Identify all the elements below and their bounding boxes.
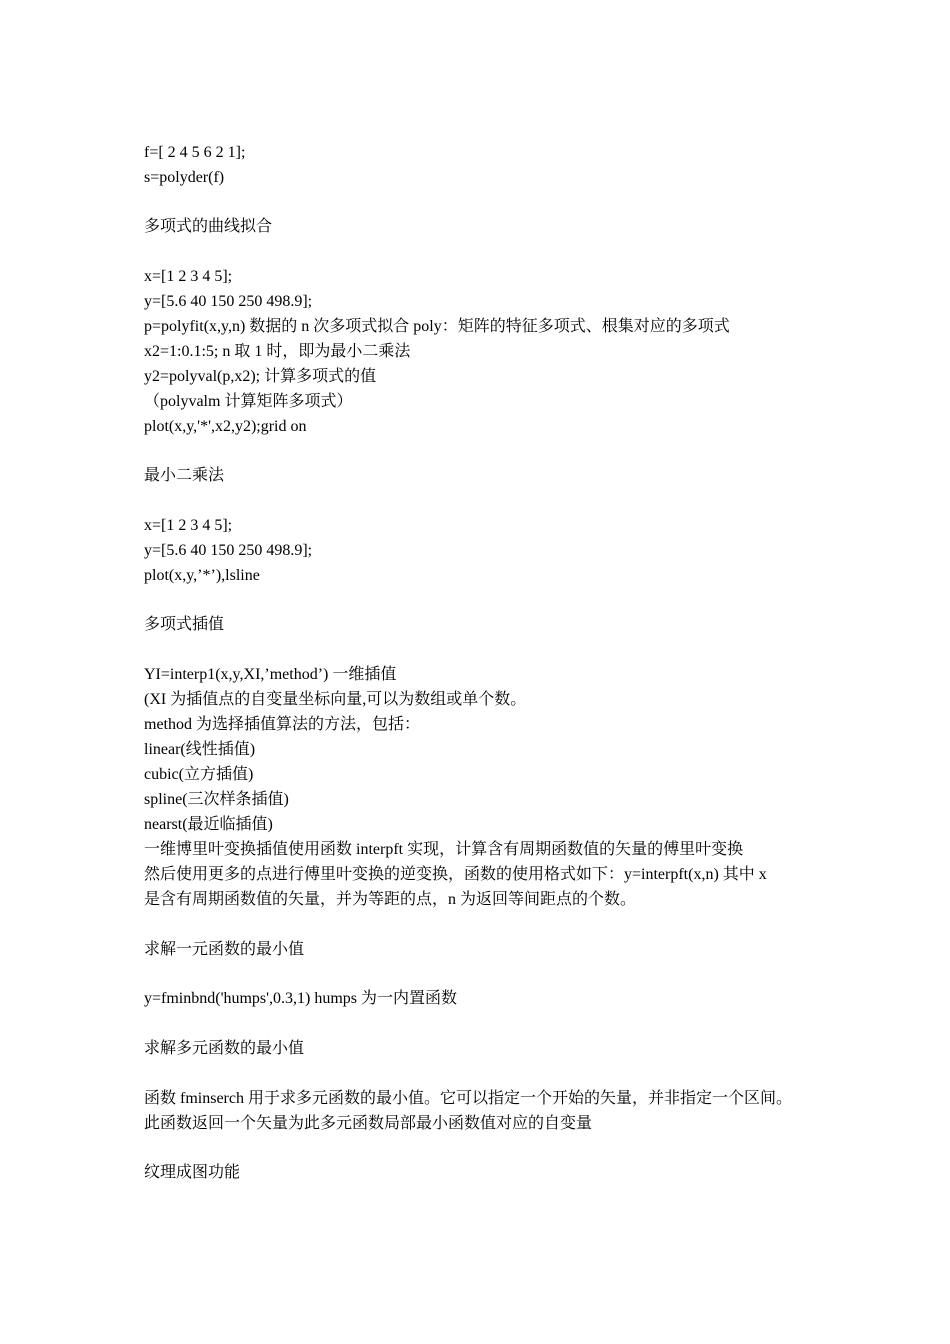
text-line: 函数 fminserch 用于求多元函数的最小值。它可以指定一个开始的矢量，并非指定一个区间。 bbox=[144, 1090, 792, 1107]
code-line: plot(x,y,’*’),lsline bbox=[144, 567, 260, 584]
section-heading: 多项式插值 bbox=[144, 616, 225, 633]
list-item: linear(线性插值) bbox=[144, 741, 256, 758]
list-item: nearst(最近临插值) bbox=[144, 816, 273, 833]
section-heading: 纹理成图功能 bbox=[144, 1164, 241, 1181]
code-line: YI=interp1(x,y,XI,’method’) 一维插值 bbox=[144, 666, 397, 683]
code-line: p=polyfit(x,y,n) 数据的 n 次多项式拟合 poly：矩阵的特征多项式、根集对应的多项式 bbox=[144, 318, 730, 335]
section-heading: 多项式的曲线拟合 bbox=[144, 218, 273, 235]
section-heading: 最小二乘法 bbox=[144, 467, 225, 484]
text-line: method 为选择插值算法的方法，包括： bbox=[144, 716, 420, 733]
code-line: y=[5.6 40 150 250 498.9]; bbox=[144, 293, 313, 310]
text-line: (XI 为插值点的自变量坐标向量,可以为数组或单个数。 bbox=[144, 691, 527, 708]
code-line: f=[ 2 4 5 6 2 1]; bbox=[144, 144, 246, 161]
code-line: y2=polyval(p,x2); 计算多项式的值 bbox=[144, 368, 377, 385]
code-line: x2=1:0.1:5; n 取 1 时，即为最小二乘法 bbox=[144, 343, 411, 360]
text-line: 是含有周期函数值的矢量，并为等距的点，n 为返回等间距点的个数。 bbox=[144, 891, 637, 908]
section-heading: 求解一元函数的最小值 bbox=[144, 941, 305, 958]
list-item: cubic(立方插值) bbox=[144, 766, 254, 783]
code-line: x=[1 2 3 4 5]; bbox=[144, 268, 233, 285]
text-line: 此函数返回一个矢量为此多元函数局部最小函数值对应的自变量 bbox=[144, 1115, 593, 1132]
code-line: y=[5.6 40 150 250 498.9]; bbox=[144, 542, 313, 559]
code-line: x=[1 2 3 4 5]; bbox=[144, 517, 233, 534]
section-heading: 求解多元函数的最小值 bbox=[144, 1040, 305, 1057]
text-line: 一维博里叶变换插值使用函数 interpft 实现，计算含有周期函数值的矢量的傅里叶变换 bbox=[144, 841, 744, 858]
list-item: spline(三次样条插值) bbox=[144, 791, 289, 808]
text-line: （polyvalm 计算矩阵多项式） bbox=[144, 393, 353, 410]
code-line: plot(x,y,'*',x2,y2);grid on bbox=[144, 418, 307, 435]
text-line: 然后使用更多的点进行傅里叶变换的逆变换，函数的使用格式如下：y=interpft(x,n) 其中 x bbox=[144, 866, 767, 883]
code-line: y=fminbnd('humps',0.3,1) humps 为一内置函数 bbox=[144, 990, 458, 1007]
code-line: s=polyder(f) bbox=[144, 169, 225, 186]
